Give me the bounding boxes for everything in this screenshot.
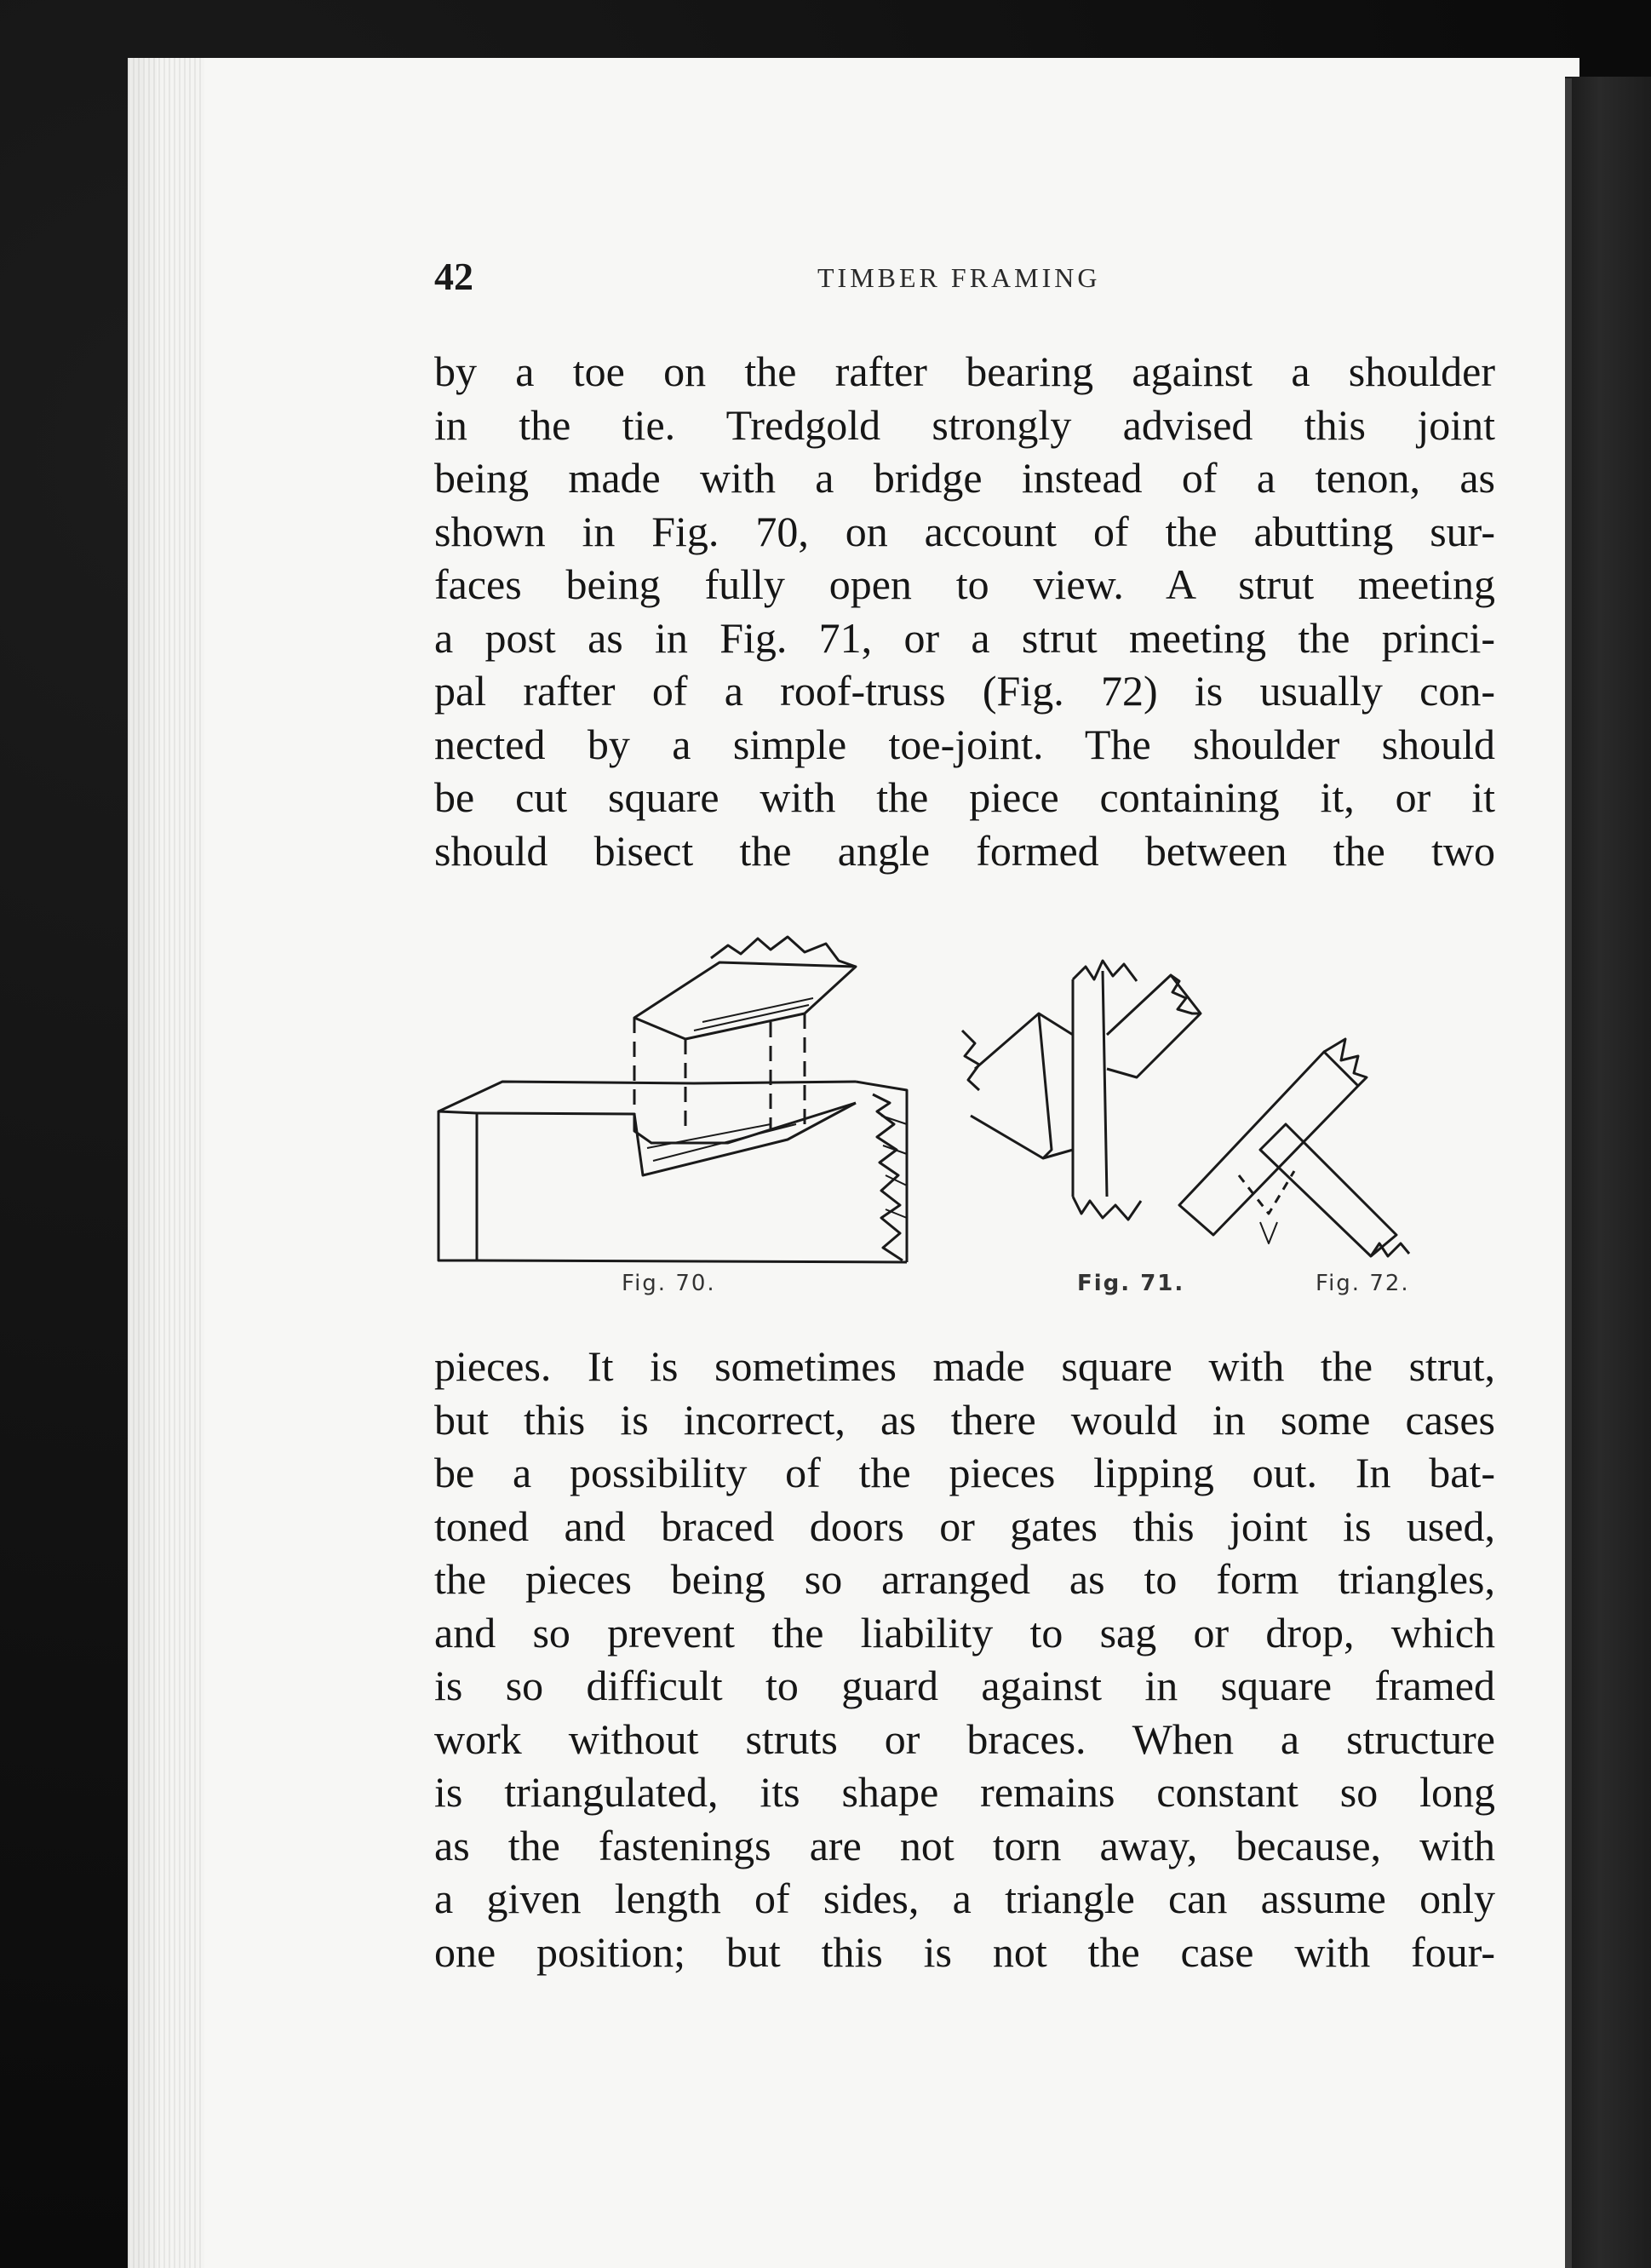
hidden-toe: [1239, 1171, 1294, 1214]
text-line: faces being fully open to view. A strut meeting: [434, 560, 1495, 608]
bisector-mark: [1260, 1222, 1277, 1243]
text-line: be a possibility of the pieces lipping out. In bat-: [434, 1449, 1495, 1496]
tie-end-face: [439, 1111, 477, 1260]
text-line: work without struts or braces. When a structure: [434, 1714, 1495, 1763]
tie-top-front: [477, 1103, 856, 1143]
paragraph-top: [434, 345, 1495, 877]
strut-break: [1371, 1243, 1409, 1256]
left-strut-shoulder: [1039, 1013, 1052, 1158]
rafter-break: [1324, 1039, 1367, 1086]
left-strut-break: [962, 1031, 979, 1090]
running-head: TIMBER FRAMING: [817, 262, 1101, 293]
text-line: pal rafter of a roof-truss (Fig. 72) is usually con-: [434, 667, 1495, 715]
text-line: shown in Fig. 70, on account of the abutting sur-: [434, 507, 1495, 555]
text-line: the pieces being so arranged as to form triangles,: [434, 1555, 1495, 1603]
rafter-edge-lines: [685, 998, 813, 1039]
text-line: a given length of sides, a triangle can assume only: [434, 1875, 1495, 1922]
tie-top-back: [439, 1082, 856, 1111]
page-edge-strip: [1565, 78, 1572, 2268]
page-number: 42: [434, 255, 473, 298]
text-line: by a toe on the rafter bearing against a shoulder: [434, 347, 1495, 395]
left-strut: [971, 1013, 1073, 1158]
fig-72-drawing: [1179, 1039, 1409, 1256]
text-line: nected by a simple toe-joint. The shoulder should: [434, 720, 1495, 768]
tie-break: [873, 1094, 903, 1260]
post-top-break: [1073, 961, 1137, 981]
text-line: pieces. It is sometimes made square with the strut,: [434, 1342, 1495, 1390]
text-line: in the tie. Tredgold strongly advised this joint: [434, 400, 1495, 449]
paragraph-bottom: [434, 1340, 1495, 1978]
text-line: is triangulated, its shape remains constant so long: [434, 1768, 1495, 1816]
principal-rafter: [1179, 1052, 1358, 1235]
page-header: [434, 254, 1495, 313]
text-line: as the fastenings are not torn away, because, with: [434, 1821, 1495, 1869]
text-line: and so prevent the liability to sag or drop, which: [434, 1608, 1495, 1657]
fig-71-drawing: [962, 961, 1201, 1220]
fig-72-caption: Fig. 72.: [1316, 1271, 1410, 1296]
text-line: being made with a bridge instead of a tenon, as: [434, 454, 1495, 502]
strut: [1260, 1124, 1396, 1256]
fig-70-caption: Fig. 70.: [622, 1271, 716, 1296]
fig-71-caption: Fig. 71.: [1077, 1271, 1185, 1296]
right-strut: [1107, 975, 1201, 1077]
text-line: a post as in Fig. 71, or a strut meeting the princi-: [434, 613, 1495, 662]
text-line: but this is incorrect, as there would in some cases: [434, 1395, 1495, 1444]
fig-70-drawing: [439, 937, 907, 1262]
joint-illustrations: [430, 920, 1494, 1295]
text-line: should bisect the angle formed between the two: [434, 826, 1495, 875]
figure-group: [430, 920, 1494, 1295]
rafter-top: [634, 962, 856, 1039]
text-line: toned and braced doors or gates this joint is used,: [434, 1501, 1495, 1550]
post-bottom-break: [1073, 1197, 1141, 1220]
text-line: be cut square with the piece containing it, or it: [434, 773, 1495, 821]
text-line: is so difficult to guard against in square framed: [434, 1662, 1495, 1709]
text-line: one position; but this is not the case with four-: [434, 1927, 1495, 1976]
post-sides: [1073, 971, 1107, 1197]
tie-bottom: [477, 1260, 907, 1262]
page-edge-shadow: [1565, 77, 1651, 2268]
